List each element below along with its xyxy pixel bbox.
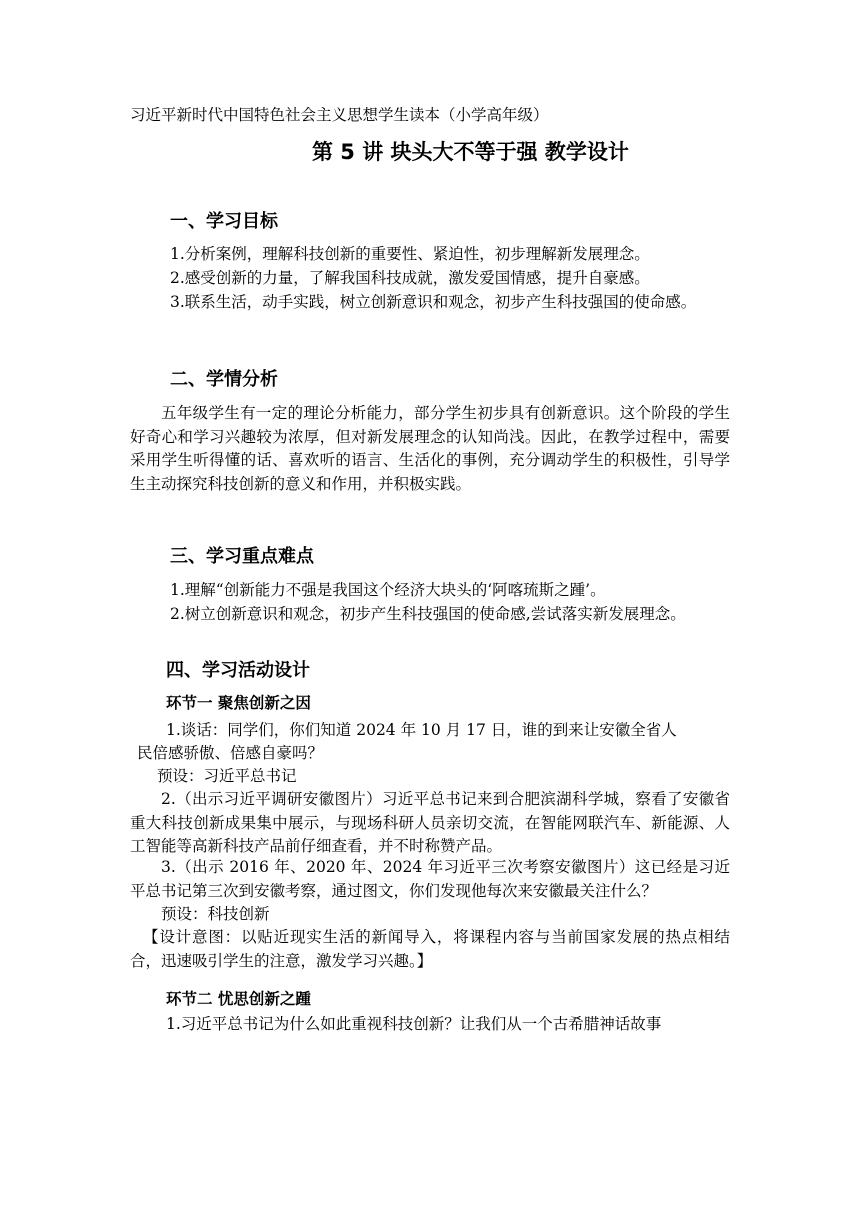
link-one-heading: 环节一 聚焦创新之因 xyxy=(166,694,311,712)
goal-item: 3.联系生活，动手实践，树立创新意识和观念，初步产生科技强国的使命感。 xyxy=(170,293,697,311)
book-header: 习近平新时代中国特色社会主义思想学生读本（小学高年级） xyxy=(130,106,549,124)
link-one-question-3: 3.（出示 2016 年、2020 年、2024 年习近平三次考察安徽图片）这已经是习近平总书记第三次到安徽考察，通过图文，你们发现他每次来安徽最关注什么？ xyxy=(130,858,730,900)
section-heading-goals: 一、学习目标 xyxy=(170,211,278,232)
link-two-heading: 环节二 忧思创新之踵 xyxy=(166,990,311,1008)
link-one-question-1: 1.谈话：同学们，你们知道 2024 年 10 月 17 日，谁的到来让安徽全省人 xyxy=(166,721,677,739)
page-title: 第 5 讲 块头大不等于强 教学设计 xyxy=(312,140,629,164)
link-one-question-2: 2.（出示习近平调研安徽图片）习近平总书记来到合肥滨湖科学城，察看了安徽省重大科技创新成果集中展示，与现场科研人员亲切交流，在智能网联汽车、新能源、人工智能等高新科技产品前仔细查看，并不时称赞产品。 xyxy=(130,790,730,855)
preset-answer: 预设：科技创新 xyxy=(161,905,270,923)
key-point-item: 2.树立创新意识和观念，初步产生科技强国的使命感,尝试落实新发展理念。 xyxy=(170,605,686,623)
section-heading-analysis: 二、学情分析 xyxy=(170,369,278,390)
design-intent: 【设计意图：以贴近现实生活的新闻导入，将课程内容与当前国家发展的热点相结合，迅速吸引学生的注意，激发学习兴趣。】 xyxy=(130,928,730,970)
link-two-question-1: 1.习近平总书记为什么如此重视科技创新？让我们从一个古希腊神话故事 xyxy=(166,1015,662,1033)
key-point-item: 1.理解“创新能力不强是我国这个经济大块头的‘阿喀琉斯之踵’。 xyxy=(170,581,606,599)
analysis-paragraph: 五年级学生有一定的理论分析能力，部分学生初步具有创新意识。这个阶段的学生好奇心和学习兴趣较为浓厚，但对新发展理念的认知尚浅。因此，在教学过程中，需要采用学生听得懂的话、喜欢听的语言、生活化的事例，充分调动学生的积极性，引导学生主动探究科技创新的意义和作用，并积极实践。 xyxy=(130,404,730,493)
goal-item: 1.分析案例，理解科技创新的重要性、紧迫性，初步理解新发展理念。 xyxy=(170,245,650,263)
goal-item: 2.感受创新的力量，了解我国科技成就，激发爱国情感，提升自豪感。 xyxy=(170,269,650,287)
section-heading-activities: 四、学习活动设计 xyxy=(166,660,310,681)
section-heading-key-points: 三、学习重点难点 xyxy=(170,546,314,567)
link-one-question-1-cont: 民倍感骄傲、倍感自豪吗？ xyxy=(137,744,324,762)
preset-answer: 预设：习近平总书记 xyxy=(157,767,297,785)
